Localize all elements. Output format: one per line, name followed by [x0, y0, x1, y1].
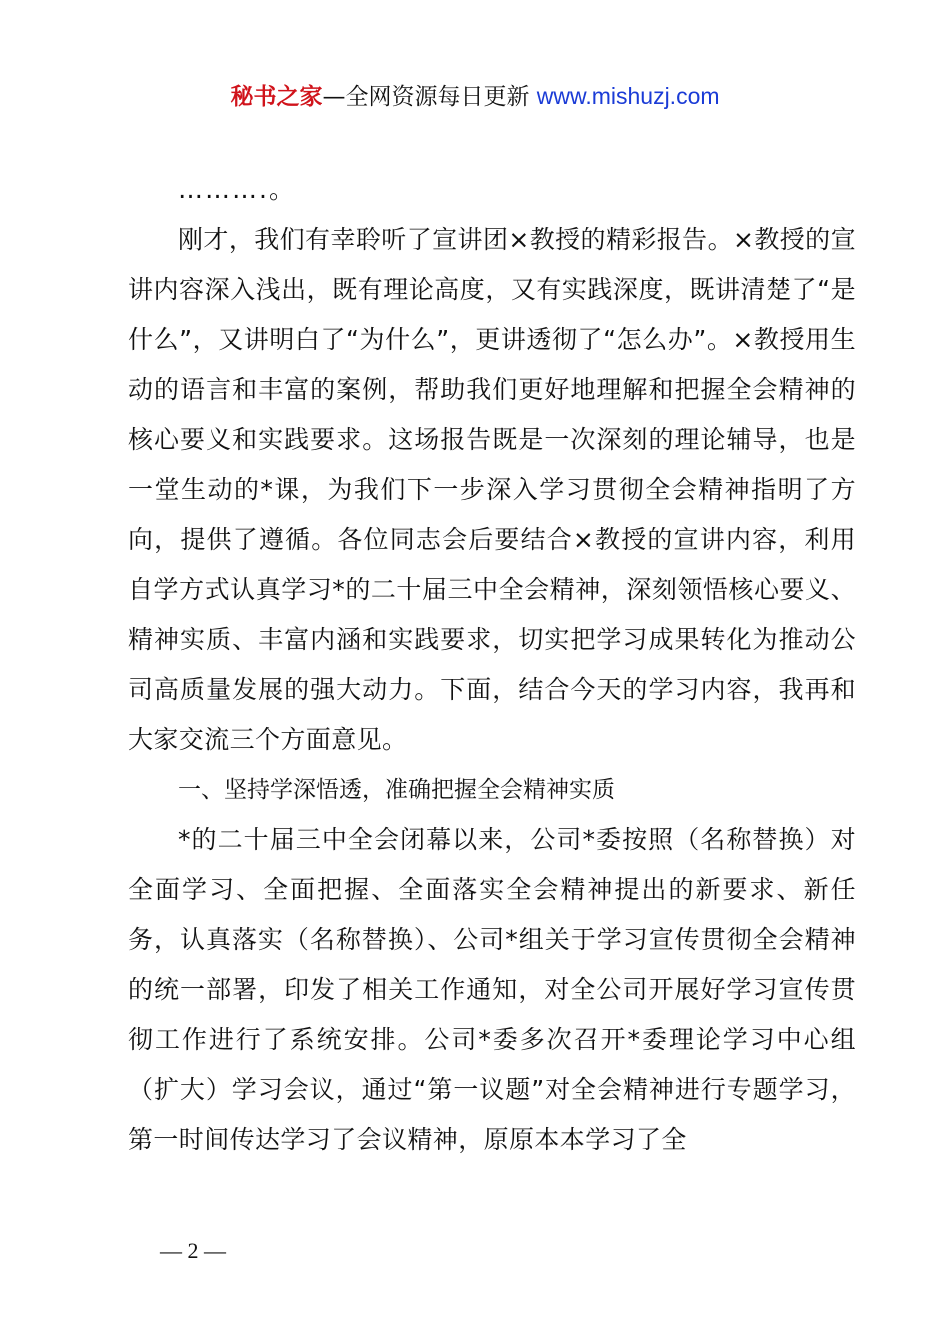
section-heading-1: 一、坚持学深悟透，准确把握全会精神实质 [178, 777, 615, 803]
watermark-header [0, 80, 950, 113]
intro-paragraph: 刚才，我们有幸聆听了宣讲团×教授的精彩报告。×教授的宣讲内容深入浅出，既有理论高度，又有实践深度，既讲清楚了“是什么”，又讲明白了“为什么”，更讲透彻了“怎么办”。×教授用生动的语言和丰富的案例，帮助我们更好地理解和把握全会精神的核心要义和实践要求。这场报告既是一次深刻的理论辅导，也是一堂生动的*课，为我们下一步深入学习贯彻全会精神指明了方向，提供了遵循。各位同志会后要结合×教授的宣讲内容，利用自学方式认真学习*的二十届三中全会精神，深刻领悟核心要义、精神实质、丰富内涵和实践要求，切实把学习成果转化为推动公司高质量发展的强大动力。下面，结合今天的学习内容，我再和大家交流三个方面意见。 [128, 225, 856, 754]
page-number: — 2 — [160, 1238, 226, 1263]
brand-name: 秘书之家 [230, 84, 323, 110]
section-1-paragraph: *的二十届三中全会闭幕以来，公司*委按照（名称替换）对全面学习、全面把握、全面落实全会精神提出的新要求、新任务，认真落实（名称替换）、公司*组关于学习宣传贯彻全会精神的统一部署，印发了相关工作通知，对全公司开展好学习宣传贯彻工作进行了系统安排。公司*委多次召开*委理论学习中心组（扩大）学习会议，通过“第一议题”对全会精神进行专题学习，第一时间传达学习了会议精神，原原本本学习了全 [128, 825, 856, 1154]
ellipsis-paragraph: ……….。 [178, 175, 296, 204]
header-slogan: —全网资源每日更新 [322, 84, 537, 110]
document-body [128, 165, 856, 1165]
header-url-link[interactable]: www.mishuzj.com [536, 83, 720, 109]
